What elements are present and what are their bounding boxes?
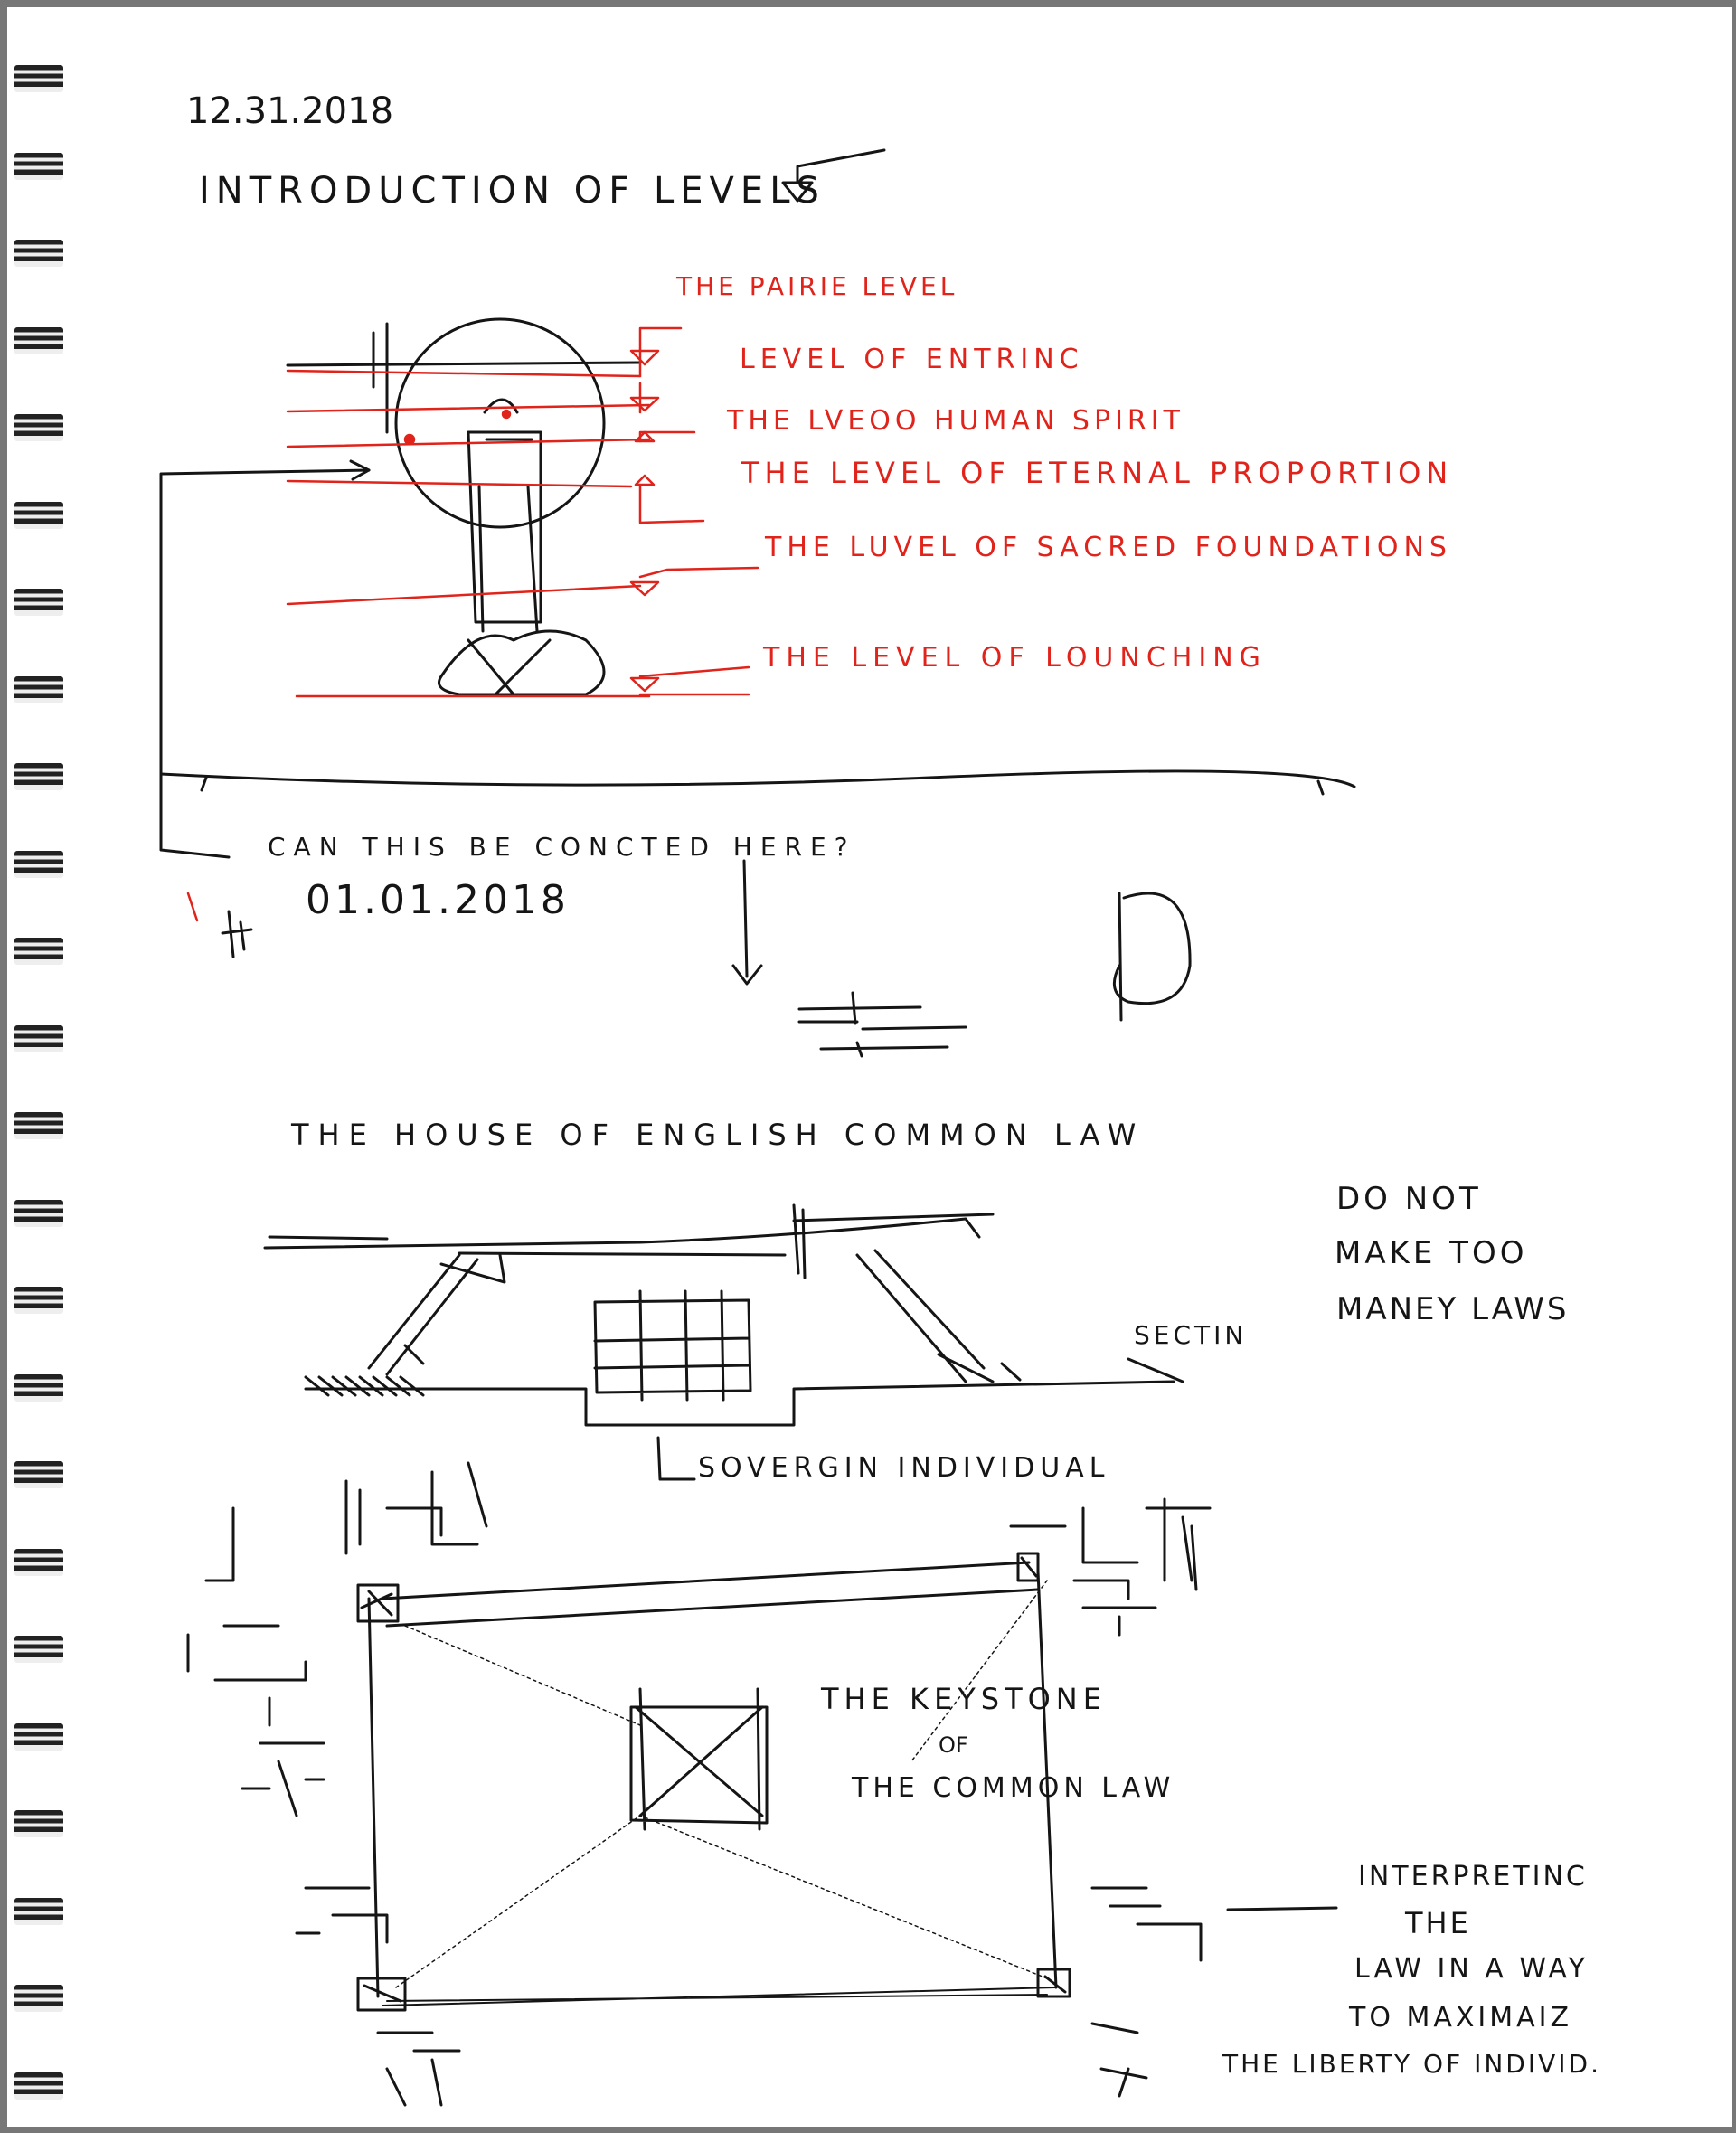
interpreting-line-3: LAW IN A WAY	[1354, 1953, 1589, 1985]
interpreting-line-5: THE LIBERTY OF INDIVID.	[1222, 2049, 1601, 2079]
level-label-4: THE LEVEL OF ETERNAL PROPORTION	[741, 456, 1454, 490]
level-label-6: THE LEVEL OF LOUNCHING	[763, 642, 1267, 674]
level-label-1: THE PAIRIE LEVEL	[676, 271, 958, 301]
sketchbook-page	[7, 7, 1732, 2127]
level-label-5: THE LUVEL OF SACRED FOUNDATIONS	[765, 532, 1452, 563]
d-sketch	[1114, 893, 1190, 1020]
keystone-line-1: THE KEYSTONE	[821, 1682, 1107, 1716]
interpreting-pointer	[1228, 1908, 1336, 1910]
keystone-line-2: OF	[939, 1732, 968, 1758]
note-line-3: MANEY LAWS	[1336, 1291, 1570, 1327]
sovereign-label: SOVERGIN INDIVIDUAL	[698, 1452, 1110, 1484]
sketch-drawings	[7, 7, 1732, 2127]
sovereign-pointer	[658, 1438, 694, 1479]
bracket-line	[161, 470, 369, 857]
page-title: INTRODUCTION OF LEVELS	[199, 170, 826, 212]
keystone-line-3: THE COMMON LAW	[852, 1772, 1175, 1804]
steps-sketch	[799, 993, 966, 1056]
question-text: CAN THIS BE CONCTED HERE?	[268, 832, 856, 862]
arrow-down	[733, 861, 761, 984]
interpreting-line-1: INTERPRETINC	[1358, 1861, 1588, 1892]
base-shape	[439, 631, 605, 694]
level-label-2: LEVEL OF ENTRINC	[740, 344, 1084, 375]
column	[468, 432, 541, 631]
interpreting-line-4: TO MAXIMAIZ	[1349, 2002, 1573, 2034]
date-top: 12.31.2018	[186, 90, 394, 132]
section-drawing	[265, 1205, 1183, 1425]
head-circle	[396, 319, 604, 527]
interpreting-line-2: THE	[1405, 1906, 1471, 1940]
eye-shape	[485, 400, 517, 412]
vertical-post	[373, 324, 387, 432]
level-label-3: THE LVEOO HUMAN SPIRIT	[727, 405, 1184, 437]
note-line-1: DO NOT	[1336, 1181, 1482, 1217]
note-line-2: MAKE TOO	[1335, 1235, 1528, 1271]
house-title: THE HOUSE OF ENGLISH COMMON LAW	[291, 1118, 1146, 1152]
ground-line	[161, 771, 1354, 794]
date-second: 01.01.2018	[306, 877, 570, 923]
section-label: SECTIN	[1134, 1320, 1248, 1350]
